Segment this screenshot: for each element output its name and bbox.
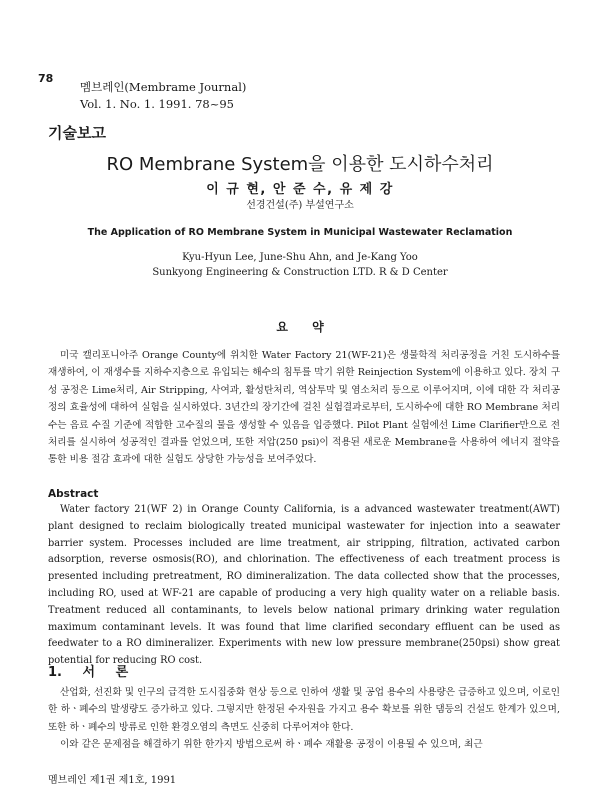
page-footer: 멤브레인 제1권 제1호, 1991 [48,775,177,786]
summary-korean: 미국 캘리포니아주 Orange County에 위치한 Water Factory 21(WF-21)은 생물학적 처리공정을 거친 도시하수를 재생하여, 이 재생수를 지하수지층으로 유입되는 해수의 침투를 막기 위한 Reinjection System에 이용하고 있다. 장치 구성 공정은 Lime처리, Air Stripping, 사여과, 활성탄처리, 역삼투막 및 염소처리 등으로 이루어지며, 이에 대한 각 처리공정의 효율성에 대하여 실험을 실시하였다. 3년간의 장기간에 걸친 실험결과로부터, 도시하수에 대한 RO Membrane 처리수는 음료 수질 기준에 적합한 고수질의 물을 생성할 수 있음을 입증했다. Pilot Plant 실험에선 Lime Clarifier만으로 전처리를 실시하여 성공적인 결과를 얻었으며, 또한 저압(250 psi)이 적용된 새로운 Membrane을 사용하여 에너지 절약을 통한 비용 절감 효과에 대한 실험도 상당한 가능성을 보여주었다. [48,350,560,466]
section-1-heading: 1. 서 론 [48,665,129,680]
intro-paragraph-1: 산업화, 선진화 및 인구의 급격한 도시집중화 현상 등으로 인하여 생활 및 공업 용수의 사용량은 급증하고 있으며, 이로인한 하ㆍ폐수의 발생량도 증가하고 있다. 그렇지만 한정된 수자원을 가지고 용수 확보를 위한 댐등의 건설도 한계가 있으며, 또한 하ㆍ폐수의 방류로 인한 환경오염의 측면도 신중히 다루어져야 한다. [48,687,560,733]
journal-volume: Vol. 1. No. 1. 1991. 78~95 [80,97,234,111]
article-category: 기술보고 [48,124,106,142]
abstract-heading: Abstract [48,488,99,500]
title-korean: RO Membrane System을 이용한 도시하수처리 [106,154,494,175]
page-number: 78 [38,72,54,85]
authors-english-block [0,250,600,280]
authors-english: Kyu-Hyun Lee, June-Shu Ahn, and Je-Kang Yoo [182,252,418,263]
introduction-body [48,684,560,754]
journal-name: 멤브레인(Membrame Journal) [80,80,247,94]
summary-heading: 요 약 [276,320,324,334]
affiliation-korean: 선경건설(주) 부설연구소 [246,200,354,211]
intro-paragraph-2: 이와 같은 문제점을 해결하기 위한 한가지 방법으로써 하ㆍ폐수 재활용 공정이 이용될 수 있으며, 최근 [60,739,483,751]
authors-korean: 이 규 현, 안 준 수, 유 제 강 [206,182,394,197]
abstract-english: Water factory 21(WF 2) in Orange County California, is a advanced wastewater treatment(AWT) plant designed to reclaim biologically treated municipal wastewater for injection into a seawater barrier system. Processes included are lime treatment, air stripping, filtration, activated carbon adsorption, reverse osmosis(RO), and chlorination. The effectiveness of each treatment process is presented including pretreatment, RO dimineralization. The data collected show that the processes, including RO, used at WF-21 are capable of producing a very high quality water on a reliable basis. Treatment reduced all contaminants, to levels below national primary drinking water regulation maximum contaminant levels. It was found that lime clarified secondary effluent can be used as feedwater to a RO dimineralizer. Experiments with new low pressure membrane(250psi) show great potential for reducing RO cost. [48,504,560,667]
title-english: The Application of RO Membrane System in Municipal Wastewater Reclamation [87,227,513,238]
journal-info [80,79,246,113]
affiliation-english: Sunkyong Engineering & Construction LTD. R & D Center [152,267,448,278]
